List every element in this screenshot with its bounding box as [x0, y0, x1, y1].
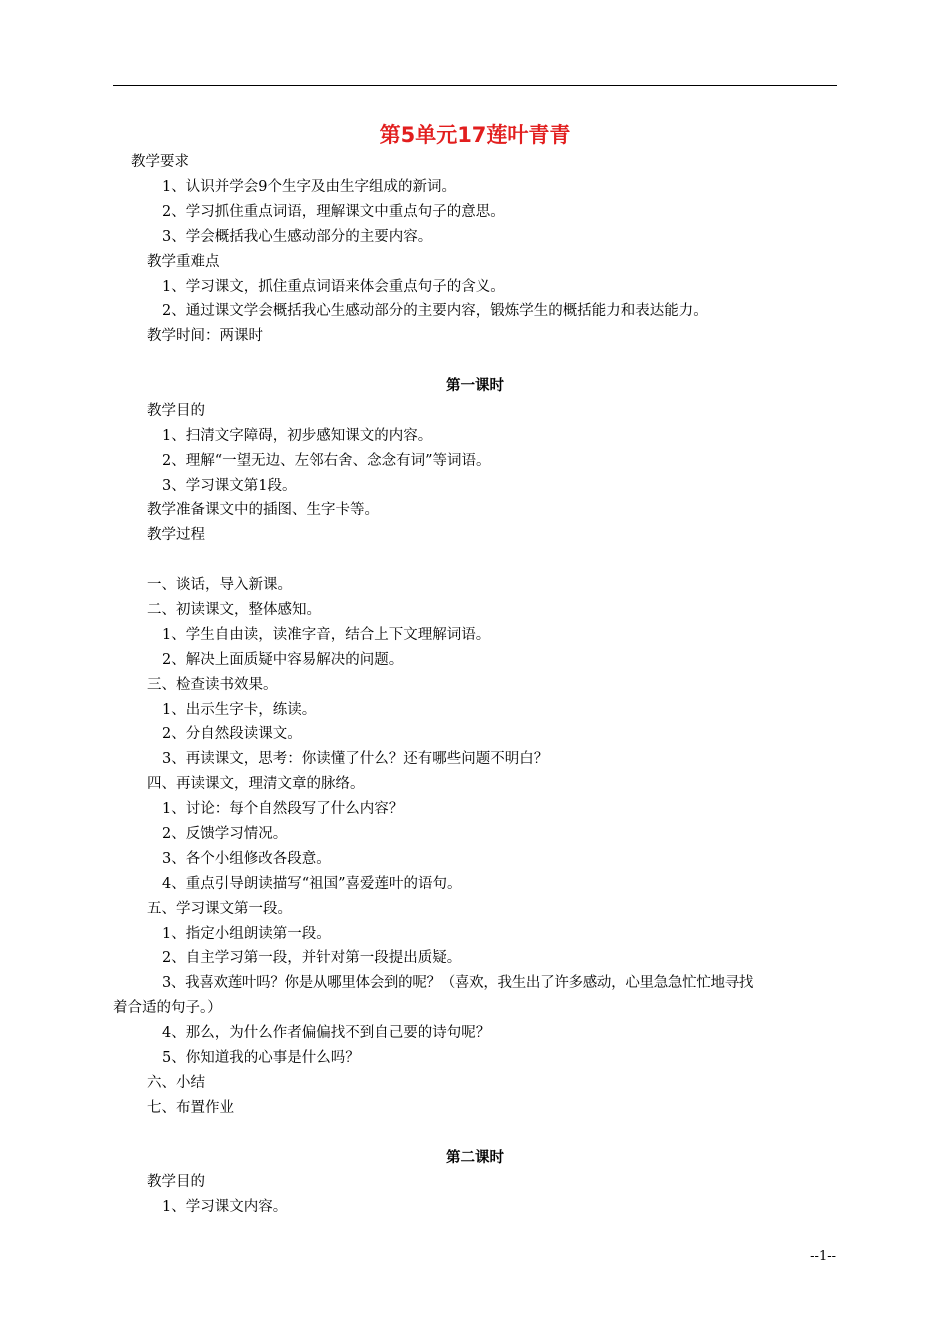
step-4-1: 1、讨论：每个自然段写了什么内容？ [162, 801, 404, 817]
preparation: 教学准备课文中的插图、生字卡等。 [147, 502, 379, 518]
goal-heading: 教学目的 [147, 403, 205, 419]
step-3: 三、检查读书效果。 [147, 677, 278, 693]
lesson2-goal-1: 1、学习课文内容。 [162, 1199, 288, 1215]
step-3-3: 3、再读课文，思考：你读懂了什么？还有哪些问题不明白？ [162, 751, 549, 767]
page-number: --1-- [810, 1249, 836, 1264]
step-1: 一、谈话，导入新课。 [147, 577, 292, 593]
process-heading: 教学过程 [147, 527, 205, 543]
step-5-3-continued: 着合适的句子。） [113, 1000, 222, 1016]
step-3-1: 1、出示生字卡，练读。 [162, 702, 317, 718]
step-5-1: 1、指定小组朗读第一段。 [162, 926, 331, 942]
goal-1: 1、扫清文字障碍，初步感知课文的内容。 [162, 428, 433, 444]
step-5: 五、学习课文第一段。 [147, 901, 292, 917]
step-2-2: 2、解决上面质疑中容易解决的问题。 [162, 652, 404, 668]
requirement-2: 2、学习抓住重点词语，理解课文中重点句子的意思。 [162, 204, 505, 220]
step-3-2: 2、分自然段读课文。 [162, 726, 302, 742]
difficulty-2: 2、通过课文学会概括我心生感动部分的主要内容，锻炼学生的概括能力和表达能力。 [162, 303, 708, 319]
goal-3: 3、学习课文第1段。 [162, 478, 297, 494]
lesson2-goal-heading: 教学目的 [147, 1174, 205, 1190]
teaching-time: 教学时间：两课时 [147, 328, 263, 344]
step-5-5: 5、你知道我的心事是什么吗？ [162, 1050, 360, 1066]
step-7: 七、布置作业 [147, 1100, 234, 1116]
step-5-3: 3、我喜欢莲叶吗？你是从哪里体会到的呢？（喜欢，我生出了许多感动，心里急急忙忙地寻找 [162, 975, 754, 991]
difficulty-1: 1、学习课文，抓住重点词语来体会重点句子的含义。 [162, 279, 505, 295]
step-2-1: 1、学生自由读，读准字音，结合上下文理解词语。 [162, 627, 491, 643]
document-title: 第5单元17莲叶青青 [379, 123, 571, 147]
requirements-heading: 教学要求 [131, 154, 189, 170]
requirement-3: 3、学会概括我心生感动部分的主要内容。 [162, 229, 433, 245]
header-rule [113, 85, 837, 86]
goal-2: 2、理解“一望无边、左邻右舍、念念有词”等词语。 [162, 453, 491, 469]
difficulty-heading: 教学重难点 [147, 254, 220, 270]
step-2: 二、初读课文，整体感知。 [147, 602, 321, 618]
step-4-2: 2、反馈学习情况。 [162, 826, 288, 842]
step-5-2: 2、自主学习第一段，并针对第一段提出质疑。 [162, 950, 462, 966]
step-6: 六、小结 [147, 1075, 205, 1091]
step-4-3: 3、各个小组修改各段意。 [162, 851, 331, 867]
step-4-4: 4、重点引导朗读描写“祖国”喜爱莲叶的语句。 [162, 876, 462, 892]
step-4: 四、再读课文，理清文章的脉络。 [147, 776, 365, 792]
requirement-1: 1、认识并学会9个生字及由生字组成的新词。 [162, 179, 456, 195]
lesson1-heading: 第一课时 [446, 378, 504, 394]
step-5-4: 4、那么，为什么作者偏偏找不到自己要的诗句呢？ [162, 1025, 491, 1041]
lesson2-heading: 第二课时 [446, 1150, 504, 1166]
